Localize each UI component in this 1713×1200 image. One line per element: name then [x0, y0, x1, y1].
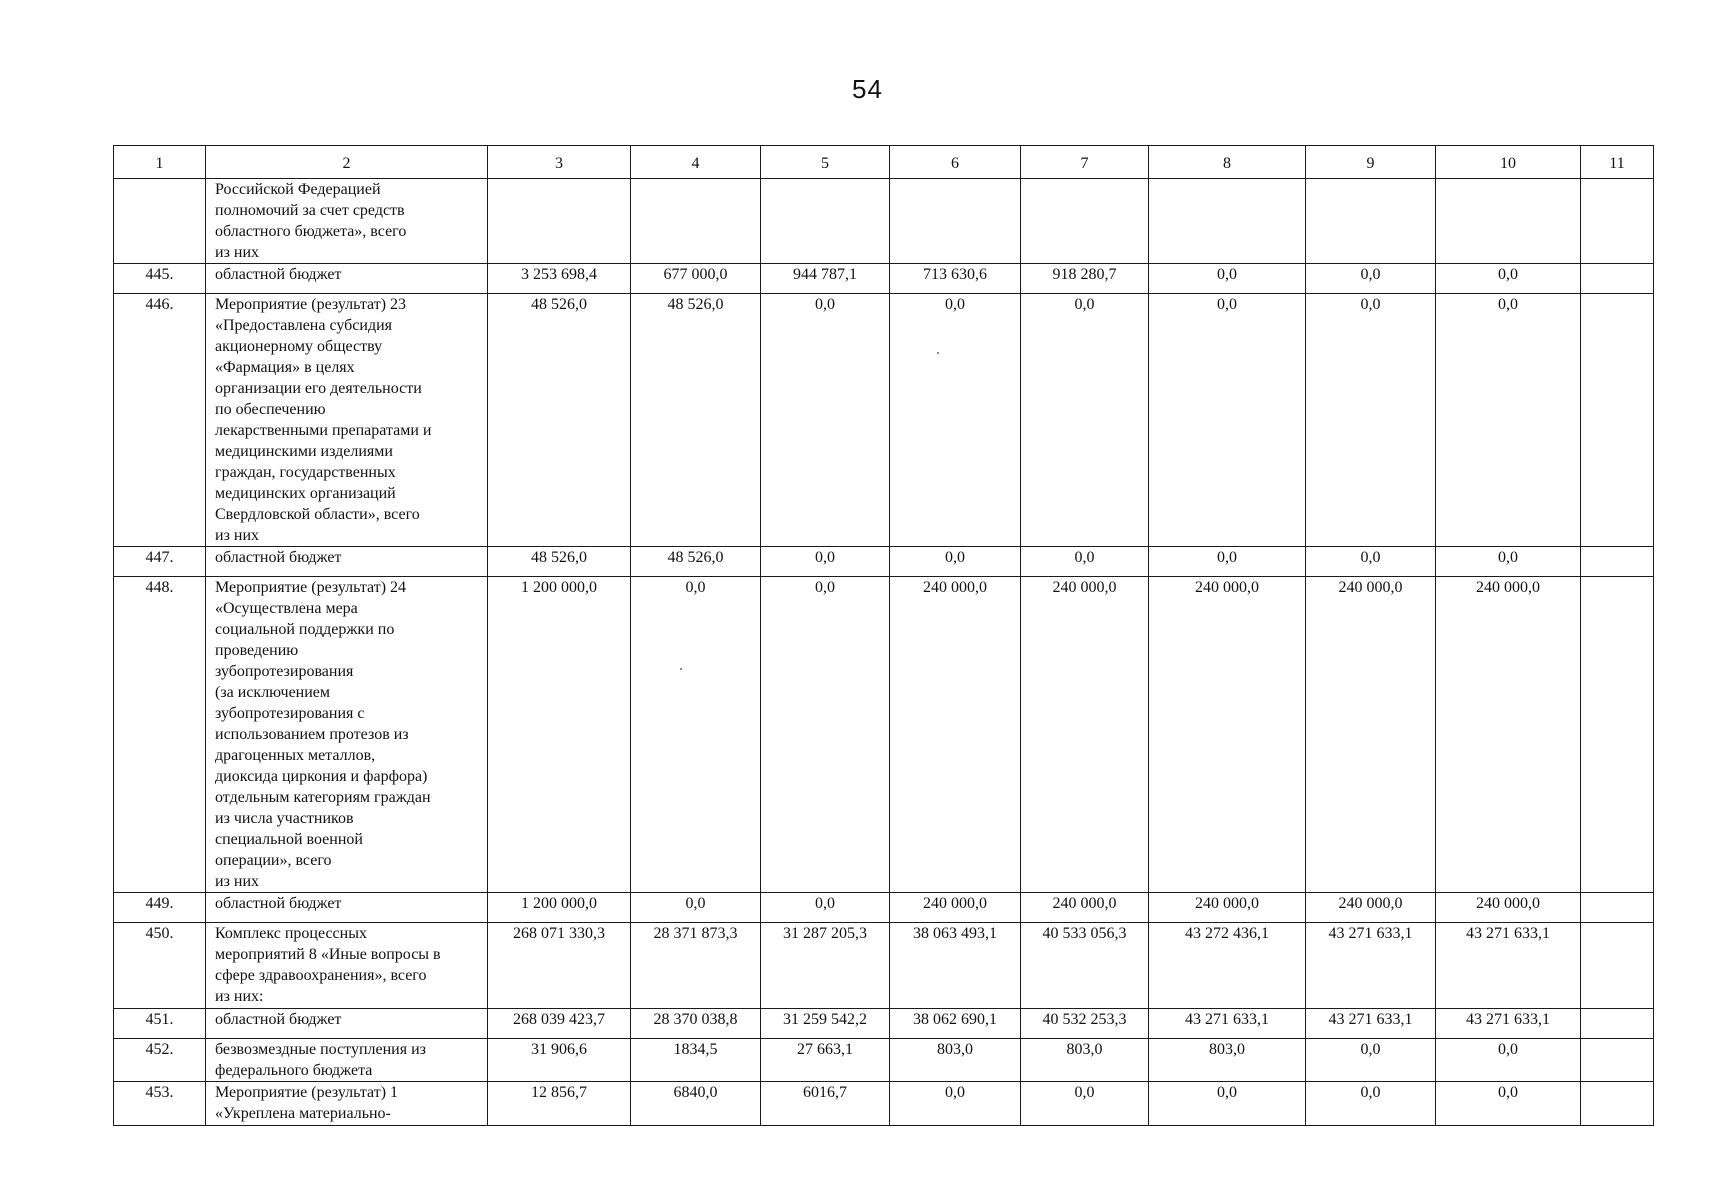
value-cell: [1149, 179, 1306, 264]
row-index: 445.: [114, 264, 206, 294]
row-index: 451.: [114, 1009, 206, 1039]
value-cell: 1834,5: [631, 1039, 761, 1082]
value-cell: 240 000,0: [1021, 893, 1149, 923]
value-cell: 12 856,7: [488, 1082, 631, 1126]
value-cell: 31 287 205,3: [761, 923, 890, 1009]
value-cell: 43 271 633,1: [1306, 923, 1436, 1009]
column-header: 10: [1436, 146, 1581, 179]
value-cell: 240 000,0: [1436, 577, 1581, 893]
value-cell: 43 271 633,1: [1436, 1009, 1581, 1039]
scan-speck: [680, 668, 682, 670]
value-cell: 0,0: [890, 294, 1021, 547]
value-cell: [1021, 179, 1149, 264]
table-row: [114, 1009, 1654, 1039]
table-row: [114, 1039, 1654, 1082]
value-cell: [1581, 294, 1654, 547]
value-cell: 0,0: [761, 893, 890, 923]
value-cell: 0,0: [1436, 547, 1581, 577]
value-cell: [1581, 577, 1654, 893]
value-cell: 713 630,6: [890, 264, 1021, 294]
value-cell: 240 000,0: [1149, 577, 1306, 893]
budget-table: [113, 145, 1654, 1126]
row-description: Российской Федерацией полномочий за счет средств областного бюджета», всего из них: [206, 179, 488, 264]
value-cell: 0,0: [761, 577, 890, 893]
value-cell: 40 533 056,3: [1021, 923, 1149, 1009]
value-cell: 48 526,0: [488, 294, 631, 547]
row-description: областной бюджет: [206, 893, 488, 923]
value-cell: 0,0: [1021, 1082, 1149, 1126]
row-index: 449.: [114, 893, 206, 923]
column-header: 4: [631, 146, 761, 179]
value-cell: 0,0: [1149, 294, 1306, 547]
value-cell: 1 200 000,0: [488, 577, 631, 893]
value-cell: 0,0: [1149, 264, 1306, 294]
value-cell: 240 000,0: [1306, 577, 1436, 893]
table-row: [114, 1082, 1654, 1126]
column-header: 2: [206, 146, 488, 179]
value-cell: 0,0: [1306, 264, 1436, 294]
value-cell: 48 526,0: [631, 547, 761, 577]
value-cell: 28 371 873,3: [631, 923, 761, 1009]
value-cell: 240 000,0: [1306, 893, 1436, 923]
value-cell: [1306, 179, 1436, 264]
value-cell: 240 000,0: [1436, 893, 1581, 923]
column-header: 9: [1306, 146, 1436, 179]
value-cell: 803,0: [890, 1039, 1021, 1082]
value-cell: [1581, 923, 1654, 1009]
value-cell: 0,0: [1306, 294, 1436, 547]
row-description: Мероприятие (результат) 23 «Предоставлена субсидия акционерному обществу «Фармация» в целях организации его деятельности по обеспечению лекарственными препаратами и медицинскими изделиями граждан, государственных медицинских организаций Свердловской области», всего из них: [206, 294, 488, 547]
value-cell: 0,0: [761, 547, 890, 577]
value-cell: 0,0: [1149, 547, 1306, 577]
column-header: 6: [890, 146, 1021, 179]
row-index: 453.: [114, 1082, 206, 1126]
value-cell: 240 000,0: [890, 893, 1021, 923]
row-index: 452.: [114, 1039, 206, 1082]
value-cell: [1581, 893, 1654, 923]
column-header: 1: [114, 146, 206, 179]
row-index: 447.: [114, 547, 206, 577]
value-cell: 0,0: [1436, 264, 1581, 294]
value-cell: 43 271 633,1: [1149, 1009, 1306, 1039]
row-description: областной бюджет: [206, 264, 488, 294]
row-description: Комплекс процессных мероприятий 8 «Иные вопросы в сфере здравоохранения», всего из них:: [206, 923, 488, 1009]
scan-speck: [937, 352, 939, 354]
value-cell: 3 253 698,4: [488, 264, 631, 294]
value-cell: 0,0: [890, 547, 1021, 577]
value-cell: 0,0: [631, 893, 761, 923]
value-cell: 38 062 690,1: [890, 1009, 1021, 1039]
column-header: 11: [1581, 146, 1654, 179]
value-cell: 43 271 633,1: [1436, 923, 1581, 1009]
column-header: 3: [488, 146, 631, 179]
value-cell: [1581, 179, 1654, 264]
row-description: Мероприятие (результат) 24 «Осуществлена мера социальной поддержки по проведению зубопротезирования (за исключением зубопротезирования с использованием протезов из драгоценных металлов, диоксида циркония и фарфора) отдельным категориям граждан из числа участников специальной военной операции», всего из них: [206, 577, 488, 893]
value-cell: 803,0: [1021, 1039, 1149, 1082]
value-cell: 240 000,0: [1149, 893, 1306, 923]
value-cell: 0,0: [1306, 547, 1436, 577]
value-cell: 6840,0: [631, 1082, 761, 1126]
column-header: 8: [1149, 146, 1306, 179]
value-cell: 268 071 330,3: [488, 923, 631, 1009]
value-cell: [1581, 1039, 1654, 1082]
value-cell: 0,0: [631, 577, 761, 893]
value-cell: [1581, 1009, 1654, 1039]
value-cell: [761, 179, 890, 264]
table-row: [114, 577, 1654, 893]
value-cell: 0,0: [1149, 1082, 1306, 1126]
value-cell: [1581, 1082, 1654, 1126]
value-cell: 0,0: [1436, 294, 1581, 547]
value-cell: 944 787,1: [761, 264, 890, 294]
value-cell: 0,0: [1306, 1039, 1436, 1082]
value-cell: 240 000,0: [890, 577, 1021, 893]
column-header: 7: [1021, 146, 1149, 179]
table-row: [114, 294, 1654, 547]
value-cell: 0,0: [761, 294, 890, 547]
value-cell: 38 063 493,1: [890, 923, 1021, 1009]
row-index: 450.: [114, 923, 206, 1009]
row-index: [114, 179, 206, 264]
value-cell: 43 272 436,1: [1149, 923, 1306, 1009]
value-cell: 0,0: [1021, 294, 1149, 547]
value-cell: [1581, 547, 1654, 577]
value-cell: 40 532 253,3: [1021, 1009, 1149, 1039]
value-cell: [890, 179, 1021, 264]
value-cell: 43 271 633,1: [1306, 1009, 1436, 1039]
value-cell: 677 000,0: [631, 264, 761, 294]
value-cell: 31 906,6: [488, 1039, 631, 1082]
value-cell: 268 039 423,7: [488, 1009, 631, 1039]
value-cell: 0,0: [1436, 1039, 1581, 1082]
row-index: 448.: [114, 577, 206, 893]
value-cell: 31 259 542,2: [761, 1009, 890, 1039]
value-cell: 0,0: [1021, 547, 1149, 577]
value-cell: 918 280,7: [1021, 264, 1149, 294]
table-row: [114, 923, 1654, 1009]
table-row: [114, 179, 1654, 264]
value-cell: [488, 179, 631, 264]
value-cell: 48 526,0: [488, 547, 631, 577]
value-cell: 6016,7: [761, 1082, 890, 1126]
table-row: [114, 264, 1654, 294]
value-cell: 240 000,0: [1021, 577, 1149, 893]
value-cell: [1581, 264, 1654, 294]
table-header-row: [114, 146, 1654, 179]
value-cell: 0,0: [890, 1082, 1021, 1126]
page-number: 54: [852, 74, 883, 104]
value-cell: 0,0: [1436, 1082, 1581, 1126]
value-cell: [631, 179, 761, 264]
value-cell: 28 370 038,8: [631, 1009, 761, 1039]
table-row: [114, 547, 1654, 577]
value-cell: [1436, 179, 1581, 264]
row-description: областной бюджет: [206, 547, 488, 577]
row-description: безвозмездные поступления из федерального бюджета: [206, 1039, 488, 1082]
value-cell: 0,0: [1306, 1082, 1436, 1126]
value-cell: 803,0: [1149, 1039, 1306, 1082]
value-cell: 48 526,0: [631, 294, 761, 547]
value-cell: 1 200 000,0: [488, 893, 631, 923]
table-row: [114, 893, 1654, 923]
row-index: 446.: [114, 294, 206, 547]
value-cell: 27 663,1: [761, 1039, 890, 1082]
column-header: 5: [761, 146, 890, 179]
row-description: областной бюджет: [206, 1009, 488, 1039]
row-description: Мероприятие (результат) 1 «Укреплена материально-: [206, 1082, 488, 1126]
